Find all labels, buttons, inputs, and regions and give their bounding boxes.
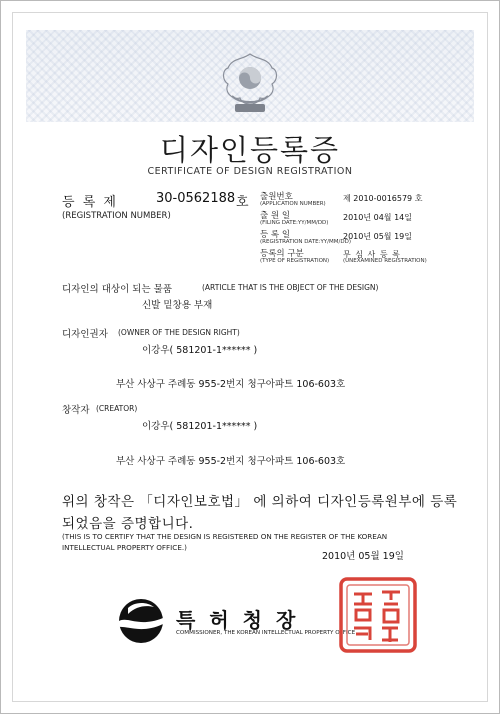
registration-type-value: 무 심 사 등 록 — [343, 250, 401, 259]
registration-type-label-en: (TYPE OF REGISTRATION) — [260, 258, 330, 264]
registration-number: 30-0562188 — [156, 191, 236, 206]
office-name: 특허청장 — [176, 608, 310, 632]
registration-date-label-en: (REGISTRATION DATE:YY/MM/DD) — [260, 239, 351, 245]
creator-name: 이강우( 581201-1****** ) — [142, 421, 258, 432]
national-emblem-icon — [212, 46, 288, 120]
registration-type-value-en: (UNEXAMINED REGISTRATION) — [343, 258, 427, 264]
article-label: 디자인의 대상이 되는 물품 — [62, 284, 173, 295]
registration-label: 등 록 제 — [62, 195, 118, 210]
article-label-en: (ARTICLE THAT IS THE OBJECT OF THE DESIGN) — [202, 283, 379, 292]
kipo-logo-icon — [116, 596, 166, 646]
registration-type-label: 등록의 구분 — [260, 249, 304, 259]
owner-label: 디자인권자 — [62, 329, 108, 340]
statement-en-line-2: INTELLECTUAL PROPERTY OFFICE.) — [62, 543, 187, 552]
owner-label-en: (OWNER OF THE DESIGN RIGHT) — [118, 328, 240, 337]
filing-date-label-en: (FILING DATE:YY/MM/DD) — [260, 220, 329, 226]
registration-label-en: (REGISTRATION NUMBER) — [62, 211, 171, 221]
office-name-en: COMMISSIONER, THE KOREAN INTELLECTUAL PROPERTY OFFICE — [176, 630, 356, 636]
creator-label: 창작자 — [62, 405, 90, 416]
application-number-label-en: (APPLICATION NUMBER) — [260, 201, 326, 207]
statement-en-line-1: (THIS IS TO CERTIFY THAT THE DESIGN IS REGISTERED ON THE REGISTER OF THE KOREAN — [62, 532, 388, 541]
registration-date-value: 2010년 05월 19일 — [343, 232, 412, 241]
creator-label-en: (CREATOR) — [96, 404, 138, 413]
registration-suffix: 호 — [236, 195, 249, 210]
owner-name: 이강우( 581201-1****** ) — [142, 345, 258, 356]
application-number-label: 출원번호 — [260, 192, 293, 202]
application-number-value: 제 2010-0016579 호 — [343, 194, 423, 203]
issue-date: 2010년 05월 19일 — [322, 551, 404, 562]
owner-address: 부산 사상구 주례동 955-2번지 청구아파트 106-603호 — [116, 379, 346, 390]
certificate-subtitle: CERTIFICATE OF DESIGN REGISTRATION — [147, 166, 353, 177]
article-value: 신발 밑창용 부재 — [142, 300, 213, 311]
statement-line-1: 위의 창작은 「디자인보호법」 에 의하여 디자인등록원부에 등록 — [62, 494, 458, 510]
creator-address: 부산 사상구 주례동 955-2번지 청구아파트 106-603호 — [116, 456, 346, 467]
filing-date-value: 2010년 04월 14일 — [343, 213, 412, 222]
statement-line-2: 되었음을 증명합니다. — [62, 516, 194, 532]
official-seal-icon — [338, 576, 418, 654]
registration-date-label: 등 록 일 — [260, 230, 291, 240]
filing-date-label: 출 원 일 — [260, 211, 291, 221]
certificate-title: 디자인등록증 — [159, 133, 341, 167]
